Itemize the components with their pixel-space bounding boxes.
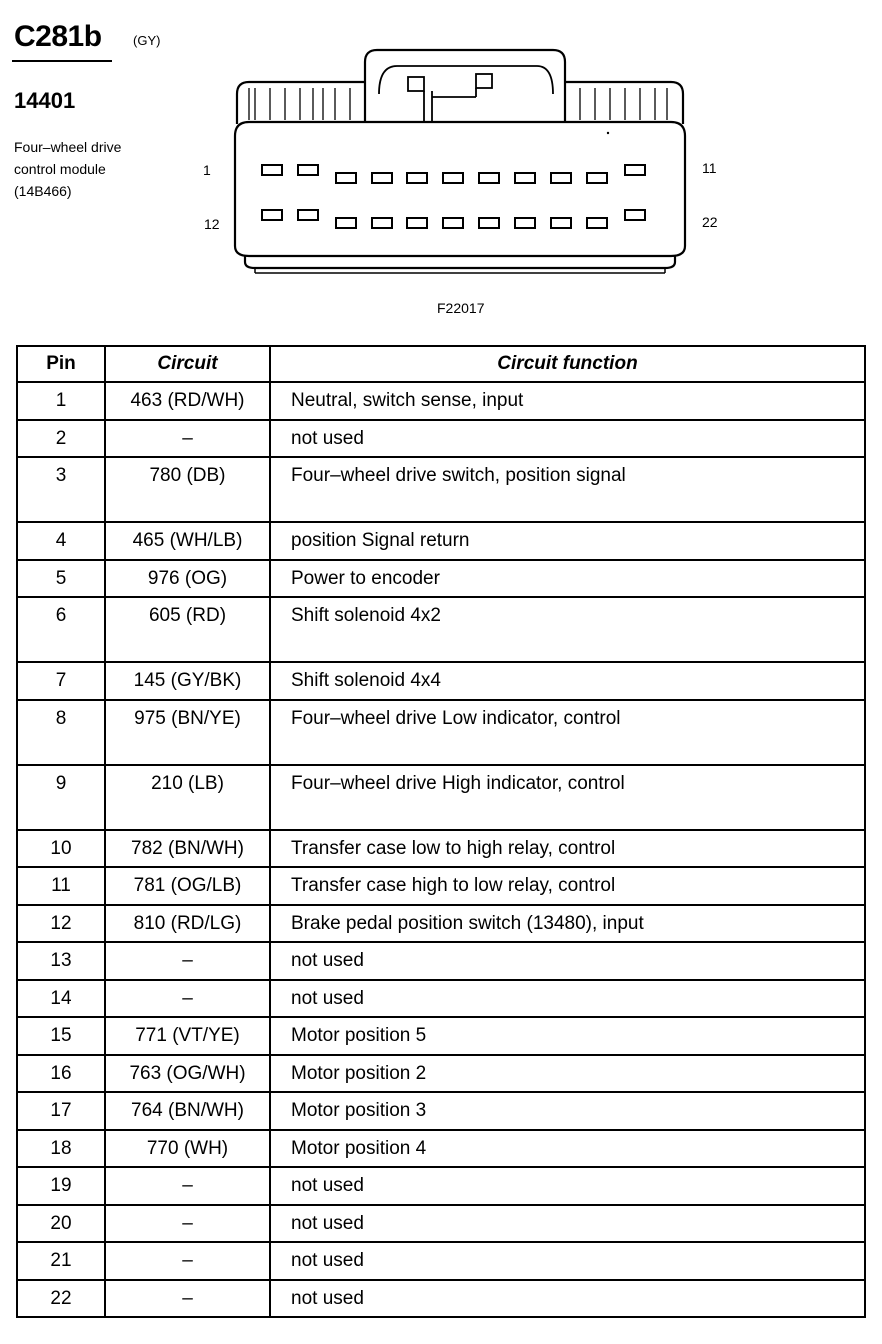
circuit-cell: 780 (DB): [105, 457, 270, 522]
circuit-cell: 976 (OG): [105, 560, 270, 598]
table-row: [17, 382, 865, 420]
circuit-function-cell: Shift solenoid 4x2: [270, 597, 865, 662]
table-row: [17, 830, 865, 868]
circuit-function-cell: Four–wheel drive High indicator, control: [270, 765, 865, 830]
circuit-cell: 145 (GY/BK): [105, 662, 270, 700]
circuit-function-cell: Motor position 2: [270, 1055, 865, 1093]
pin-cell: 14: [17, 980, 105, 1018]
circuit-cell: –: [105, 1205, 270, 1243]
pin-cell: 1: [17, 382, 105, 420]
circuit-function-cell: Neutral, switch sense, input: [270, 382, 865, 420]
table-row: [17, 765, 865, 830]
circuit-function-cell: not used: [270, 1242, 865, 1280]
table-row: [17, 522, 865, 560]
circuit-cell: 781 (OG/LB): [105, 867, 270, 905]
table-row: [17, 1167, 865, 1205]
pin-cell: 22: [17, 1280, 105, 1318]
circuit-cell: 463 (RD/WH): [105, 382, 270, 420]
header-circuit: Circuit: [105, 346, 270, 382]
circuit-cell: 810 (RD/LG): [105, 905, 270, 943]
circuit-function-cell: Power to encoder: [270, 560, 865, 598]
circuit-function-cell: Four–wheel drive Low indicator, control: [270, 700, 865, 765]
table-row: [17, 1055, 865, 1093]
circuit-function-cell: not used: [270, 980, 865, 1018]
circuit-cell: 210 (LB): [105, 765, 270, 830]
header-circuit-function: Circuit function: [270, 346, 865, 382]
table-row: [17, 1130, 865, 1168]
circuit-cell: 763 (OG/WH): [105, 1055, 270, 1093]
circuit-function-cell: position Signal return: [270, 522, 865, 560]
pin-cell: 6: [17, 597, 105, 662]
table-row: [17, 1280, 865, 1318]
pinout-table: [16, 345, 866, 1318]
pin-cell: 10: [17, 830, 105, 868]
pin-cell: 12: [17, 905, 105, 943]
table-row: [17, 597, 865, 662]
table-row: [17, 1092, 865, 1130]
connector-pin-label-11: 11: [702, 160, 717, 176]
table-header-row: [17, 346, 865, 382]
circuit-cell: 605 (RD): [105, 597, 270, 662]
pin-cell: 17: [17, 1092, 105, 1130]
circuit-function-cell: Brake pedal position switch (13480), input: [270, 905, 865, 943]
table-row: [17, 662, 865, 700]
table-row: [17, 700, 865, 765]
table-row: [17, 1242, 865, 1280]
circuit-cell: 465 (WH/LB): [105, 522, 270, 560]
pin-cell: 21: [17, 1242, 105, 1280]
component-description-line: Four–wheel drive: [14, 139, 122, 155]
pin-cell: 9: [17, 765, 105, 830]
pin-cell: 18: [17, 1130, 105, 1168]
table-row: [17, 560, 865, 598]
circuit-function-cell: Motor position 3: [270, 1092, 865, 1130]
pin-cell: 7: [17, 662, 105, 700]
circuit-function-cell: Shift solenoid 4x4: [270, 662, 865, 700]
circuit-cell: –: [105, 942, 270, 980]
pin-cell: 3: [17, 457, 105, 522]
pin-cell: 5: [17, 560, 105, 598]
figure-id: F22017: [437, 300, 485, 316]
circuit-function-cell: Four–wheel drive switch, position signal: [270, 457, 865, 522]
circuit-cell: –: [105, 980, 270, 1018]
circuit-cell: –: [105, 1167, 270, 1205]
circuit-function-cell: Transfer case high to low relay, control: [270, 867, 865, 905]
connector-face-drawing: [225, 44, 695, 274]
circuit-cell: 771 (VT/YE): [105, 1017, 270, 1055]
circuit-cell: 782 (BN/WH): [105, 830, 270, 868]
connector-id-underline: [12, 60, 112, 62]
circuit-cell: 975 (BN/YE): [105, 700, 270, 765]
circuit-function-cell: Motor position 4: [270, 1130, 865, 1168]
table-row: [17, 1017, 865, 1055]
pin-cell: 11: [17, 867, 105, 905]
table-row: [17, 420, 865, 458]
pin-cell: 20: [17, 1205, 105, 1243]
circuit-function-cell: Motor position 5: [270, 1017, 865, 1055]
pin-cell: 15: [17, 1017, 105, 1055]
circuit-cell: –: [105, 420, 270, 458]
table-row: [17, 867, 865, 905]
circuit-function-cell: not used: [270, 1205, 865, 1243]
connector-pin-label-1: 1: [203, 162, 211, 178]
component-description-line: control module: [14, 161, 106, 177]
header-pin: Pin: [17, 346, 105, 382]
circuit-function-cell: not used: [270, 1167, 865, 1205]
table-row: [17, 1205, 865, 1243]
circuit-function-cell: Transfer case low to high relay, control: [270, 830, 865, 868]
table-row: [17, 905, 865, 943]
component-description: [14, 136, 184, 202]
pin-cell: 2: [17, 420, 105, 458]
table-row: [17, 942, 865, 980]
component-description-line: (14B466): [14, 183, 72, 199]
circuit-cell: 764 (BN/WH): [105, 1092, 270, 1130]
pin-cell: 13: [17, 942, 105, 980]
circuit-cell: –: [105, 1280, 270, 1318]
table-row: [17, 980, 865, 1018]
pinout-table-body: [17, 382, 865, 1317]
connector-pin-label-22: 22: [702, 214, 718, 230]
circuit-cell: 770 (WH): [105, 1130, 270, 1168]
circuit-function-cell: not used: [270, 1280, 865, 1318]
table-row: [17, 457, 865, 522]
circuit-function-cell: not used: [270, 942, 865, 980]
pin-cell: 8: [17, 700, 105, 765]
connector-color: (GY): [133, 33, 161, 48]
pin-cell: 16: [17, 1055, 105, 1093]
part-number: 14401: [14, 88, 76, 113]
circuit-function-cell: not used: [270, 420, 865, 458]
connector-id: C281b: [14, 20, 102, 53]
circuit-cell: –: [105, 1242, 270, 1280]
connector-pin-label-12: 12: [204, 216, 220, 232]
pin-cell: 19: [17, 1167, 105, 1205]
pin-cell: 4: [17, 522, 105, 560]
